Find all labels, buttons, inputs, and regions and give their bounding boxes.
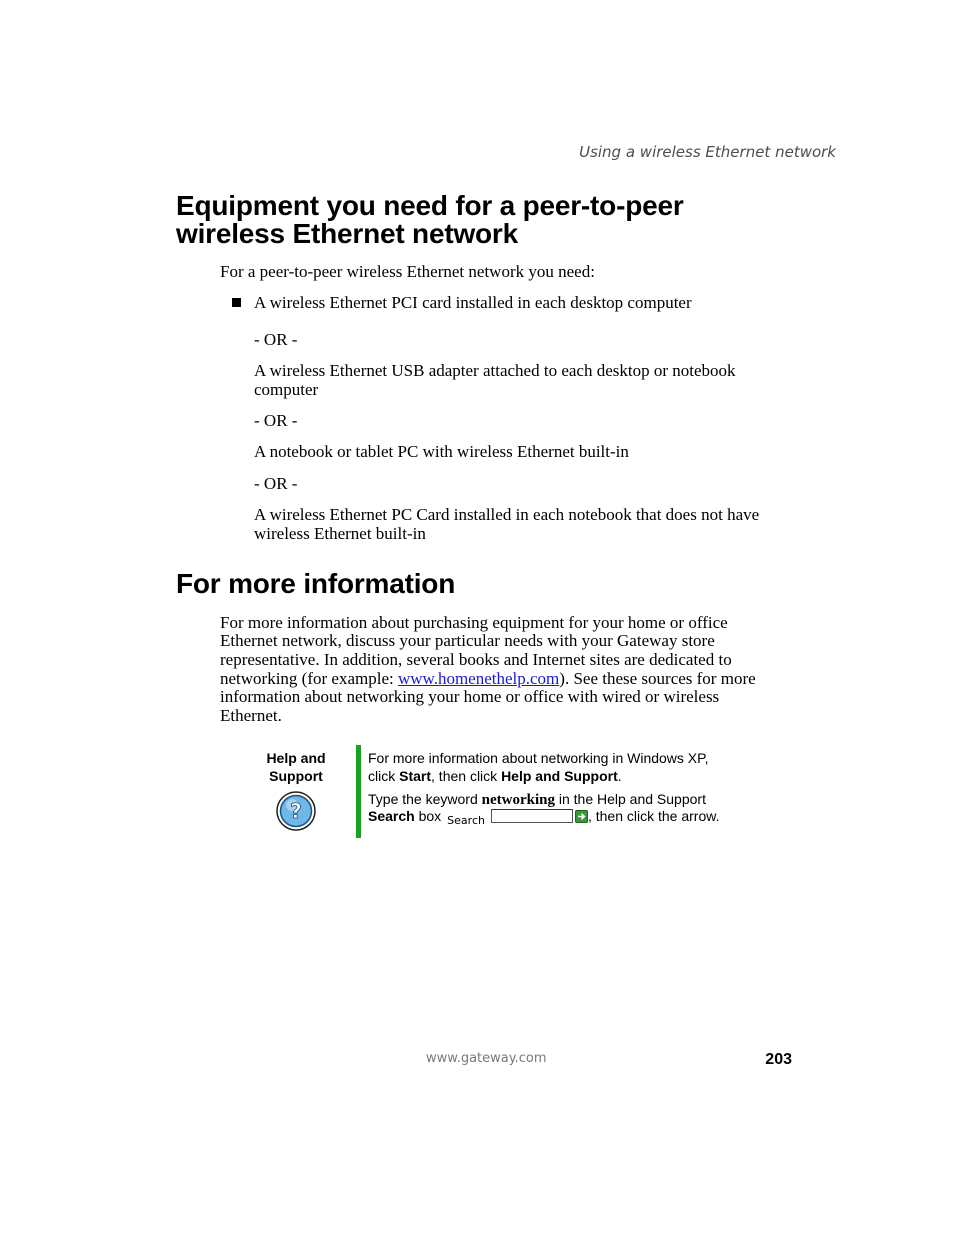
bullet-square-icon	[232, 298, 241, 307]
section-title-more-info: For more information	[176, 568, 456, 599]
option-usb-adapter-line1: A wireless Ethernet USB adapter attached to each desktop or notebook	[254, 361, 736, 380]
homenethelp-link[interactable]: www.homenethelp.com	[397, 669, 560, 688]
help-question-icon	[276, 791, 316, 831]
help-support-label-line2: Support	[269, 768, 323, 784]
help-line4	[368, 807, 719, 830]
search-term: Search	[368, 808, 415, 824]
more-info-line4	[220, 669, 756, 688]
more-info-line4-pre: networking (for example:	[220, 669, 398, 688]
help-line4-end: , then click the arrow.	[587, 808, 720, 824]
bullet-item-pci-card: A wireless Ethernet PCI card installed in each desktop computer	[254, 293, 692, 312]
help-line2-pre: click	[368, 768, 400, 784]
page-number: 203	[765, 1051, 792, 1068]
help-box-accent-bar	[356, 745, 361, 838]
help-line3-post: in the Help and Support	[554, 791, 706, 807]
option-pc-card-line2: wireless Ethernet built-in	[254, 524, 426, 543]
help-line2-end: .	[617, 768, 622, 784]
option-usb-adapter-line2: computer	[254, 380, 319, 399]
help-support-label	[258, 749, 334, 785]
section-title-equipment-line2: wireless Ethernet network	[176, 218, 519, 249]
more-info-line6: Ethernet.	[220, 706, 282, 725]
start-term: Start	[399, 768, 432, 784]
more-info-line3: representative. In addition, several books and Internet sites are dedicated to	[220, 650, 732, 669]
help-line3-pre: Type the keyword	[368, 791, 482, 807]
more-info-line2: Ethernet network, discuss your particular needs with your Gateway store	[220, 631, 715, 650]
help-line2-mid: , then click	[431, 768, 502, 784]
help-line1: For more information about networking in Windows XP,	[368, 750, 709, 766]
svg-text:?: ?	[290, 799, 302, 823]
search-input[interactable]	[491, 809, 573, 823]
option-pc-card-line1: A wireless Ethernet PC Card installed in each notebook that does not have	[254, 505, 760, 524]
networking-keyword: networking	[481, 792, 555, 808]
help-line2	[368, 767, 622, 785]
or-separator: - OR -	[254, 474, 298, 493]
help-line4-box: box	[414, 808, 442, 824]
go-arrow-icon[interactable]	[575, 809, 588, 822]
help-support-label-line1: Help and	[266, 750, 326, 766]
help-and-support-term: Help and Support	[501, 768, 618, 784]
or-separator: - OR -	[254, 411, 298, 430]
section-title-equipment-line1: Equipment you need for a peer-to-peer	[176, 190, 684, 221]
equipment-intro: For a peer-to-peer wireless Ethernet network you need:	[220, 262, 595, 281]
more-info-line5: information about networking your home or office with wired or wireless	[220, 687, 720, 706]
footer-url: www.gateway.com	[426, 1051, 547, 1066]
option-notebook-builtin: A notebook or tablet PC with wireless Ethernet built-in	[254, 442, 629, 461]
more-info-line4-post: ). See these sources for more	[559, 669, 756, 688]
search-widget-label: Search	[447, 814, 485, 827]
more-info-line1: For more information about purchasing equipment for your home or office	[220, 613, 728, 632]
running-header: Using a wireless Ethernet network	[579, 143, 836, 161]
or-separator: - OR -	[254, 330, 298, 349]
